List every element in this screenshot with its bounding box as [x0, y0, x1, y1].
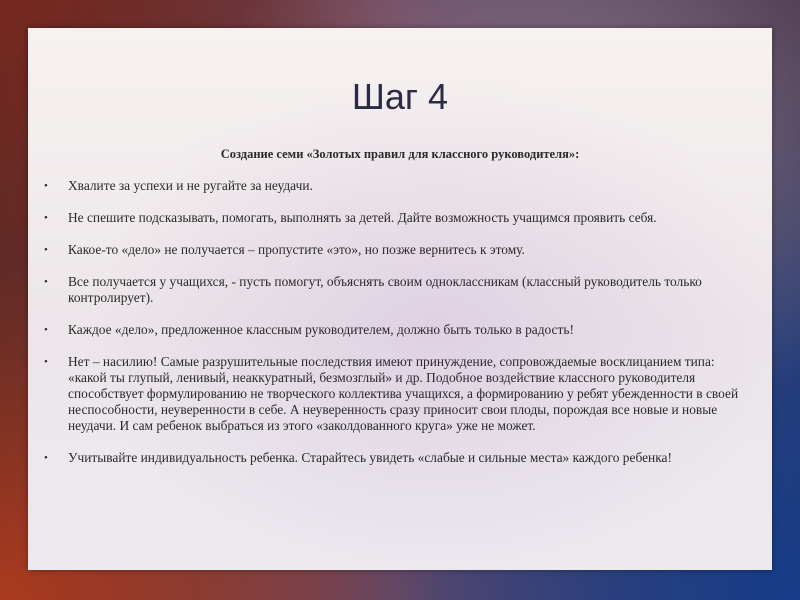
rule-text: Все получается у учащихся, - пусть помогут, объяснять своим одноклассникам (классный руководитель только контролирует). [68, 274, 702, 305]
bullet-icon: • [44, 324, 48, 336]
rule-text: Учитывайте индивидуальность ребенка. Старайтесь увидеть «слабые и сильные места» каждого ребенка! [68, 450, 672, 465]
slide-title: Шаг 4 [351, 76, 449, 117]
list-item [42, 354, 756, 434]
bullet-icon: • [44, 276, 48, 288]
rule-text: Каждое «дело», предложенное классным руководителем, должно быть только в радость! [68, 322, 574, 337]
rule-text: Какое-то «дело» не получается – пропустите «это», но позже вернитесь к этому. [68, 242, 525, 257]
list-item [42, 450, 756, 466]
rules-list [42, 178, 756, 482]
list-item [42, 274, 756, 306]
bullet-icon: • [44, 180, 48, 192]
bullet-icon: • [44, 212, 48, 224]
list-item [42, 210, 756, 226]
list-item [42, 178, 756, 194]
rule-text: Хвалите за успехи и не ругайте за неудачи. [68, 178, 313, 193]
list-item [42, 322, 756, 338]
rule-text: Не спешите подсказывать, помогать, выполнять за детей. Дайте возможность учащимся проявить себя. [68, 210, 657, 225]
bullet-icon: • [44, 244, 48, 256]
bullet-icon: • [44, 452, 48, 464]
bullet-icon: • [44, 356, 48, 368]
rule-text: Нет – насилию! Самые разрушительные последствия имеют принуждение, сопровождаемые восклицанием типа: «какой ты глупый, ленивый, неаккуратный, безмозглый» и др. Подобное воздействие классного руководителя способствует формулированию не творческого коллектива учащихся, а формированию у ребят убежденности в своей неспособности, неуверенности в себе. А неуверенность сразу приносит свои плоды, порождая все новые и новые неудачи. И сам ребенок выбраться из этого «заколдованного круга» уже не может. [68, 354, 739, 433]
slide-subtitle: Создание семи «Золотых правил для классного руководителя»: [220, 147, 580, 161]
list-item [42, 242, 756, 258]
slide [28, 28, 772, 570]
